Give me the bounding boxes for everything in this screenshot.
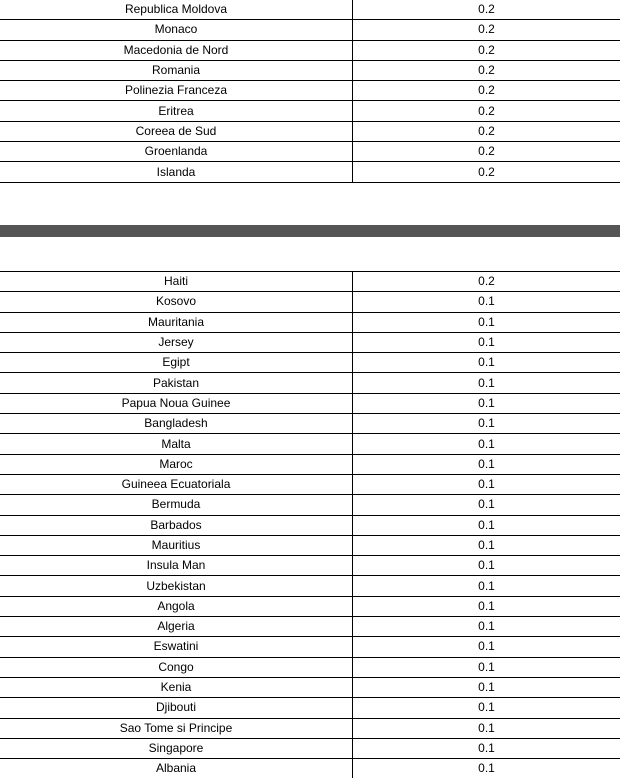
table-row [0, 142, 620, 162]
country-cell: Bermuda [0, 495, 353, 515]
value-cell: 0.2 [353, 121, 620, 141]
table-row [0, 474, 620, 494]
table-row [0, 101, 620, 121]
value-cell: 0.1 [353, 515, 620, 535]
country-cell: Jersey [0, 332, 353, 352]
table-row [0, 617, 620, 637]
value-cell: 0.1 [353, 556, 620, 576]
table-row [0, 738, 620, 758]
country-cell: Mauritania [0, 312, 353, 332]
value-cell: 0.1 [353, 312, 620, 332]
table-row [0, 759, 620, 779]
country-cell: Sao Tome si Principe [0, 718, 353, 738]
value-cell: 0.1 [353, 373, 620, 393]
country-table-top [0, 0, 620, 183]
country-cell: Macedonia de Nord [0, 40, 353, 60]
country-cell: Bangladesh [0, 414, 353, 434]
value-cell: 0.2 [353, 162, 620, 182]
table-row [0, 556, 620, 576]
country-cell: Congo [0, 657, 353, 677]
table-row [0, 40, 620, 60]
value-cell: 0.1 [353, 637, 620, 657]
table-row [0, 596, 620, 616]
table-row [0, 495, 620, 515]
value-cell: 0.1 [353, 454, 620, 474]
country-cell: Haiti [0, 272, 353, 292]
table-row [0, 454, 620, 474]
country-cell: Singapore [0, 738, 353, 758]
table-row [0, 81, 620, 101]
country-cell: Algeria [0, 617, 353, 637]
table-row [0, 637, 620, 657]
country-cell: Egipt [0, 353, 353, 373]
country-cell: Mauritius [0, 535, 353, 555]
value-cell: 0.2 [353, 101, 620, 121]
value-cell: 0.2 [353, 81, 620, 101]
value-cell: 0.1 [353, 698, 620, 718]
table-row [0, 718, 620, 738]
table-row [0, 121, 620, 141]
value-cell: 0.1 [353, 332, 620, 352]
table-row [0, 162, 620, 182]
country-cell: Republica Moldova [0, 0, 353, 20]
table-row [0, 414, 620, 434]
table-row [0, 332, 620, 352]
value-cell: 0.2 [353, 272, 620, 292]
country-cell: Eritrea [0, 101, 353, 121]
country-cell: Polinezia Franceza [0, 81, 353, 101]
country-cell: Kosovo [0, 292, 353, 312]
table-row [0, 434, 620, 454]
value-cell: 0.1 [353, 495, 620, 515]
country-cell: Kenia [0, 677, 353, 697]
table-row [0, 20, 620, 40]
country-cell: Islanda [0, 162, 353, 182]
table-row [0, 353, 620, 373]
country-cell: Albania [0, 759, 353, 779]
country-cell: Romania [0, 60, 353, 80]
table-row [0, 272, 620, 292]
country-cell: Insula Man [0, 556, 353, 576]
country-cell: Angola [0, 596, 353, 616]
country-cell: Eswatini [0, 637, 353, 657]
value-cell: 0.1 [353, 738, 620, 758]
value-cell: 0.2 [353, 0, 620, 20]
table-row [0, 373, 620, 393]
country-cell: Groenlanda [0, 142, 353, 162]
country-cell: Guineea Ecuatoriala [0, 474, 353, 494]
value-cell: 0.1 [353, 657, 620, 677]
table-row [0, 60, 620, 80]
value-cell: 0.1 [353, 718, 620, 738]
country-cell: Pakistan [0, 373, 353, 393]
country-cell: Coreea de Sud [0, 121, 353, 141]
table-row [0, 657, 620, 677]
value-cell: 0.1 [353, 576, 620, 596]
country-cell: Maroc [0, 454, 353, 474]
country-cell: Barbados [0, 515, 353, 535]
value-cell: 0.2 [353, 60, 620, 80]
table-row [0, 515, 620, 535]
country-cell: Monaco [0, 20, 353, 40]
table-row [0, 0, 620, 20]
value-cell: 0.1 [353, 759, 620, 779]
country-cell: Papua Noua Guinee [0, 393, 353, 413]
table-row [0, 698, 620, 718]
table-row [0, 292, 620, 312]
value-cell: 0.1 [353, 393, 620, 413]
table-row [0, 312, 620, 332]
value-cell: 0.1 [353, 434, 620, 454]
value-cell: 0.1 [353, 596, 620, 616]
table-row [0, 576, 620, 596]
table-row [0, 677, 620, 697]
page-separator-bar [0, 225, 620, 237]
value-cell: 0.1 [353, 677, 620, 697]
country-table-bottom-body [0, 272, 620, 779]
value-cell: 0.1 [353, 535, 620, 555]
value-cell: 0.2 [353, 40, 620, 60]
country-cell: Djibouti [0, 698, 353, 718]
value-cell: 0.1 [353, 474, 620, 494]
country-cell: Uzbekistan [0, 576, 353, 596]
value-cell: 0.1 [353, 617, 620, 637]
value-cell: 0.1 [353, 414, 620, 434]
country-cell: Malta [0, 434, 353, 454]
value-cell: 0.1 [353, 292, 620, 312]
table-row [0, 393, 620, 413]
value-cell: 0.2 [353, 20, 620, 40]
table-row [0, 535, 620, 555]
country-table-top-body [0, 0, 620, 182]
country-table-bottom [0, 271, 620, 778]
value-cell: 0.2 [353, 142, 620, 162]
value-cell: 0.1 [353, 353, 620, 373]
